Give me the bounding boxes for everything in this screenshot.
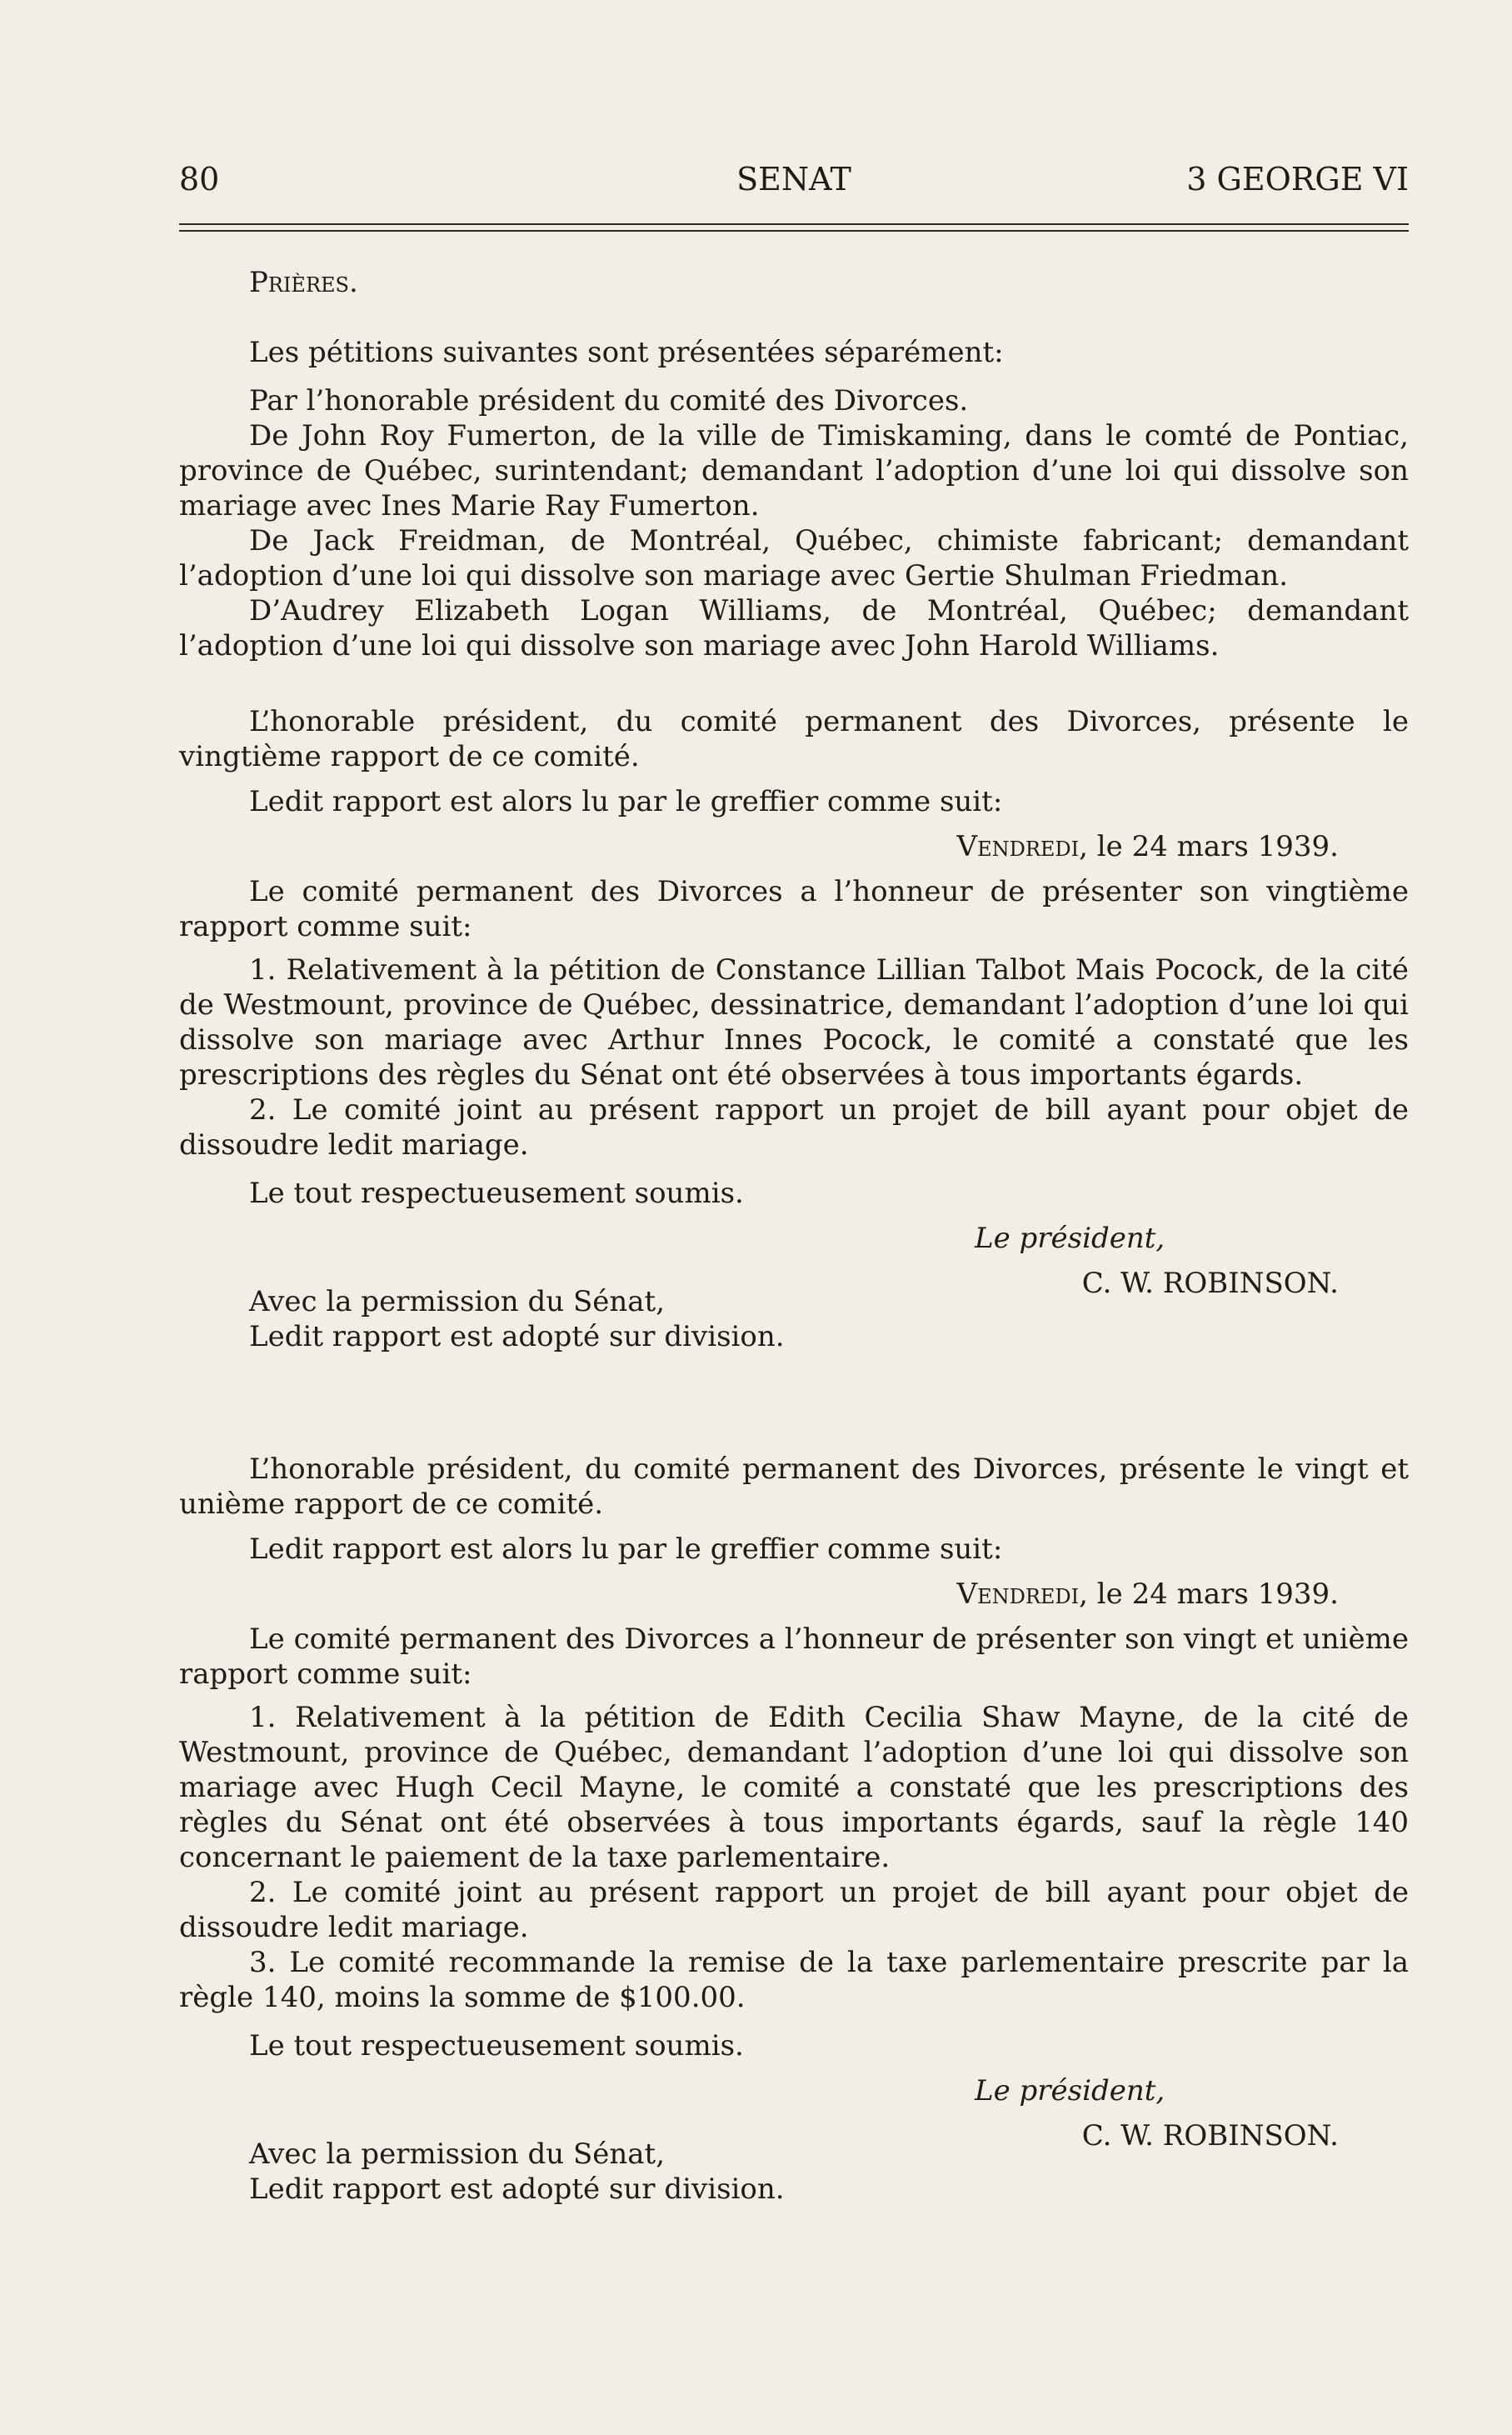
petitions-intro: Les pétitions suivantes sont présentées séparément:: [249, 336, 1004, 369]
report-date: [179, 1577, 1409, 1612]
prayers-section: [179, 265, 1409, 300]
report-date-day: Vendredi,: [956, 830, 1088, 863]
report-point: 3. Le comité recommande la remise de la taxe parlementaire prescrite par la règle 140, moins la somme de $100.00.: [179, 1946, 1409, 2014]
report-point: 1. Relativement à la pétition de Edith Cecilia Shaw Mayne, de la cité de Westmount, province de Québec, demandant l’adoption d’une loi qui dissolve son mariage avec Hugh Cecil Mayne, le comité a constaté que les prescriptions des règles du Sénat ont été observées à tous importants égards, sauf la règle 140 concernant le paiement de la taxe parlementaire.: [179, 1701, 1409, 1874]
signature-name: C. W. ROBINSON.: [1081, 1267, 1339, 1300]
prayers-heading: Prières.: [249, 266, 358, 299]
signature-title: Le président,: [975, 2074, 1165, 2108]
report-point: 2. Le comité joint au présent rapport un projet de bill ayant pour objet de dissoudre ledit mariage.: [179, 1876, 1409, 1944]
report-date-day: Vendredi,: [956, 1578, 1088, 1611]
petitions-by: Par l’honorable président du comité des Divorces.: [249, 384, 969, 418]
page-header: [179, 158, 1409, 200]
report-presentation: L’honorable président, du comité permanent des Divorces, présente le vingtième rapport de ce comité.: [179, 705, 1409, 773]
report-opening: Le comité permanent des Divorces a l’honneur de présenter son vingt et unième rapport comme suit:: [179, 1622, 1409, 1691]
report-opening: Le comité permanent des Divorces a l’honneur de présenter son vingtième rapport comme suit:: [179, 875, 1409, 943]
report-date-rest: le 24 mars 1939.: [1087, 830, 1339, 863]
page-number: 80: [179, 161, 220, 198]
page-title: SENAT: [736, 161, 851, 198]
report-presentation: L’honorable président, du comité permanent des Divorces, présente le vingt et unième rapport de ce comité.: [179, 1452, 1409, 1521]
report-adopted: Ledit rapport est adopté sur division.: [249, 2172, 785, 2206]
petition-item: De John Roy Fumerton, de la ville de Timiskaming, dans le comté de Pontiac, province de Québec, surintendant; demandant l’adoption d’une loi qui dissolve son mariage avec Ines Marie Ray Fumerton.: [179, 419, 1409, 522]
report-point: 1. Relativement à la pétition de Constance Lillian Talbot Mais Pocock, de la cité de Westmount, province de Québec, dessinatrice, demandant l’adoption d’une loi qui dissolve son mariage avec Arthur Innes Pocock, le comité a constaté que les prescriptions des règles du Sénat ont été observées à tous importants égards.: [179, 953, 1409, 1092]
report-read: Ledit rapport est alors lu par le greffier comme suit:: [249, 785, 1003, 818]
report-adopted: Ledit rapport est adopté sur division.: [249, 1320, 785, 1353]
report-closing: Le tout respectueusement soumis.: [249, 2029, 744, 2062]
report-closing: Le tout respectueusement soumis.: [249, 1177, 744, 1210]
header-rule-bottom: [179, 230, 1409, 232]
report-point: 2. Le comité joint au présent rapport un projet de bill ayant pour objet de dissoudre ledit mariage.: [179, 1093, 1409, 1162]
petitions-section: [179, 335, 1409, 663]
report-read: Ledit rapport est alors lu par le greffier comme suit:: [249, 1532, 1003, 1566]
report-permission: Avec la permission du Sénat,: [249, 1285, 666, 1318]
report-2: [179, 1452, 1409, 2207]
report-1: [179, 704, 1409, 1354]
reign-label: 3 GEORGE VI: [1186, 161, 1409, 198]
petition-item: D’Audrey Elizabeth Logan Williams, de Montréal, Québec; demandant l’adoption d’une loi qui dissolve son mariage avec John Harold Williams.: [179, 594, 1409, 662]
header-rule-top: [179, 223, 1409, 225]
petition-item: De Jack Freidman, de Montréal, Québec, chimiste fabricant; demandant l’adoption d’une loi qui dissolve son mariage avec Gertie Shulman Friedman.: [179, 524, 1409, 592]
report-date-rest: le 24 mars 1939.: [1087, 1578, 1339, 1611]
report-date: [179, 829, 1409, 864]
page: [179, 0, 1409, 2435]
signature-name: C. W. ROBINSON.: [1081, 2119, 1339, 2152]
signature-title: Le président,: [975, 1222, 1165, 1255]
report-permission: Avec la permission du Sénat,: [249, 2138, 666, 2171]
